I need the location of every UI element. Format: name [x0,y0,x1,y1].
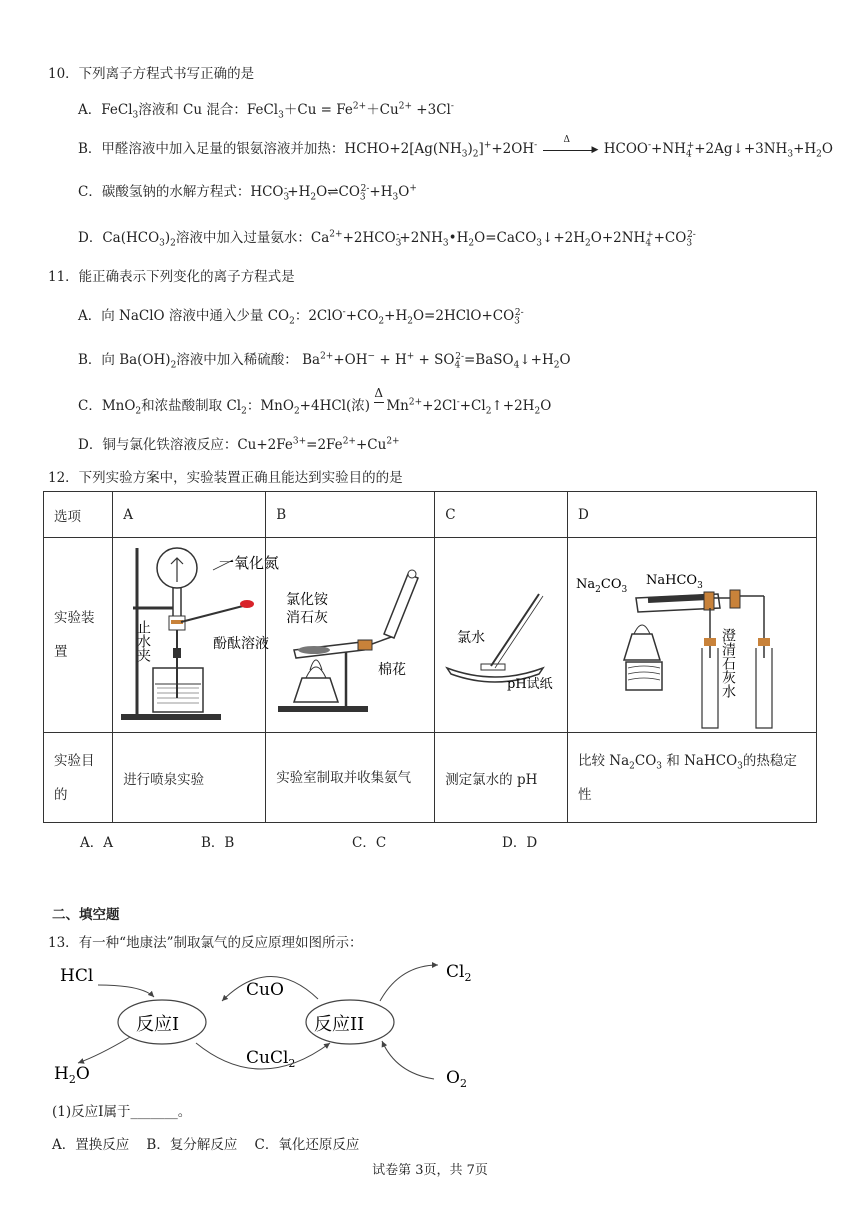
ammonia-apparatus-icon [266,538,434,728]
label-slaked-lime: 消石灰 [286,610,329,626]
label-limewater: 澄清石灰水 [720,628,736,698]
q10-stem: 10．下列离子方程式书写正确的是 [48,66,255,82]
q12-choice-b: B．B [201,835,235,851]
section-title: 二、填空题 [52,907,120,923]
label-cotton: 棉花 [378,662,407,678]
figure-d [568,538,817,733]
label-phenolphthalein: 酚酞溶液 [213,636,270,652]
purpose-a: 进行喷泉实验 [113,733,266,823]
figure-c [435,538,568,733]
reaction-1-label: 反应I [136,1014,180,1035]
q11-option-a: A．向 NaClO 溶液中通入少量 $CO_2$：$2ClO^-+CO_2+H_2O=2HClO+CO_3^{2-}$ [78,307,524,327]
label-chlorine-water: 氯水 [457,630,486,646]
label-cl2: $Cl_2$ [446,962,472,984]
figure-b [266,538,435,733]
label-o2: $O_2$ [446,1068,467,1090]
header-d: D [568,492,817,538]
label-nitric-oxide: 一氧化氮 [219,554,280,572]
label-hcl: HCl [60,966,94,986]
thermal-stability-apparatus-icon [568,538,816,728]
label-cucl2: CuCl$_2$ [246,1048,296,1070]
q10-option-b: B．甲醛溶液中加入足量的银氨溶液并加热：$HCHO+2[Ag(NH_3)_2]^++2OH^-$ Δ ▶ $HCOO^-+NH_4^++2Ag↓+3NH_3+H_2O$ [78,134,833,160]
purpose-d: 比较 $Na_2CO_3$ 和 NaHCO$_3$的热稳定性 [568,733,817,823]
fountain-apparatus-icon [113,538,280,728]
q13-options: A．置换反应 B．复分解反应 C．氧化还原反应 [52,1137,360,1153]
header-c: C [435,492,568,538]
header-b: B [266,492,435,538]
q12-stem: 12．下列实验方案中，实验装置正确且能达到实验目的的是 [48,470,403,486]
q10-option-d: D．$Ca(HCO_3)_2$溶液中加入过量氨水：$Ca^{2+}+2HCO_3^-+2NH_3•H_2O=CaCO_3↓+2H_2O+2NH_4^++CO_3^{2-}$ [78,229,696,249]
row-label-apparatus: 实验装置 [44,538,113,733]
row-label-purpose: 实验目的 [44,733,113,823]
q13-stem: 13．有一种“地康法”制取氯气的反应原理如图所示： [48,935,363,951]
q11-stem: 11．能正确表示下列变化的离子方程式是 [48,269,295,285]
ph-test-icon [435,538,565,728]
deacon-process-diagram [50,955,490,1095]
page-footer: 试卷第 3页，共 7页 [372,1163,488,1178]
q10-option-c: C．碳酸氢钠的水解方程式：$HCO_3^-+H_2O\rightleftharpoons CO_3^{2-}+H_3O^+$ [78,183,417,203]
label-ph-paper: pH试纸 [507,677,553,692]
q10-option-a: A．FeCl$_3$溶液和 Cu 混合：FeCl$_3$＋Cu = $Fe^{2+}+Cu^{2+} +3Cl^-$ [78,101,454,121]
figure-a [113,538,280,733]
q11-option-c: C．MnO$_2$和浓盐酸制取 $Cl_2$：MnO$_2$+4HCl(浓) Δ $Mn^{2+}+2Cl^-+Cl_2↑+2H_2O$ [78,386,552,417]
purpose-c: 测定氯水的 pH [435,733,568,823]
label-cuo: CuO [246,980,284,1000]
q12-choice-c: C．C [352,835,387,851]
label-h2o: $H_2O$ [54,1064,90,1086]
purpose-b: 实验室制取并收集氨气 [266,733,435,823]
header-a: A [113,492,266,538]
label-ammonium-chloride: 氯化铵 [286,592,329,608]
q11-option-b: B．向 $Ba(OH)_2$溶液中加入稀硫酸： $Ba^{2+}+OH^- + H^+$ + $SO_4^{2-}=BaSO_4↓+H_2O$ [78,351,571,371]
q11-option-d: D．铜与氯化铁溶液反应：$Cu+2Fe^{3+}=2Fe^{2+}+Cu^{2+}$ [78,436,400,453]
header-option: 选项 [44,492,113,538]
q12-choice-a: A．A [80,835,113,851]
label-clamp: 止水夹 [135,620,152,662]
q13-sub1: (1)反应Ⅰ属于_______。 [52,1104,192,1120]
label-nahco3: NaHCO$_3$ [646,573,703,591]
reaction-2-label: 反应II [314,1014,365,1035]
q12-choice-d: D．D [502,835,538,851]
label-na2co3: $Na_2CO_3$ [576,577,628,595]
experiment-table [43,491,817,823]
